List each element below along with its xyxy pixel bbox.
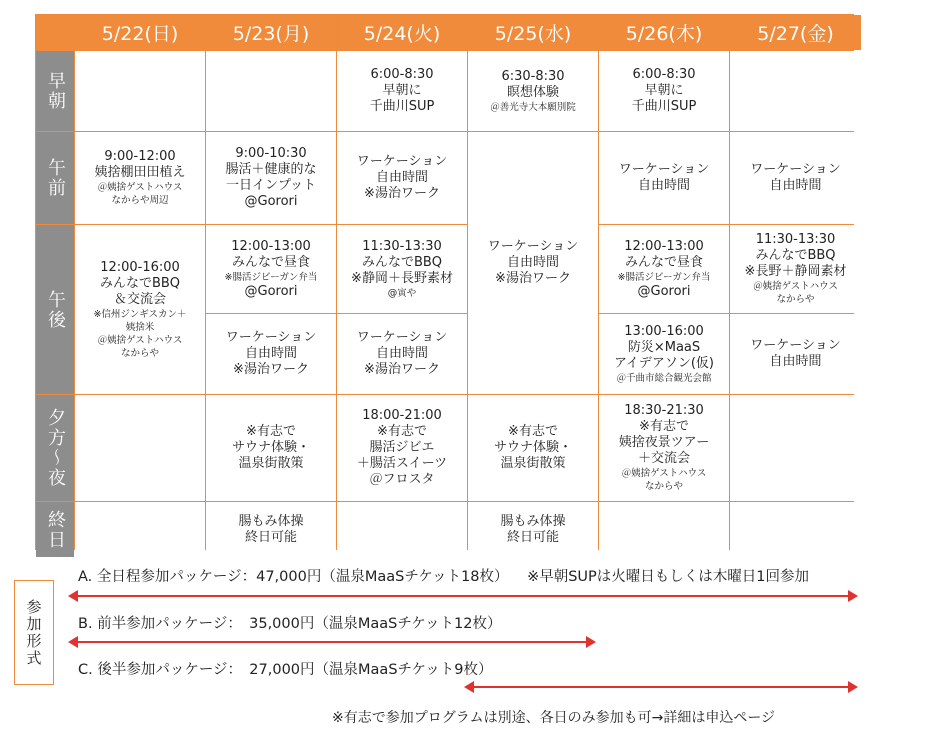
cell-line: ワーケーション	[750, 162, 841, 177]
cell-line: 18:30-21:30	[624, 403, 704, 418]
package-a	[78, 565, 809, 586]
cell-line: 9:00-10:30	[235, 146, 307, 161]
cell-venue: ＠姨捨ゲストハウス	[97, 334, 183, 346]
cell-line: 早朝に	[382, 83, 422, 98]
cell-venue: なからや周辺	[111, 195, 169, 206]
arrow-package-b	[76, 641, 588, 643]
arrow-package-c	[472, 686, 850, 688]
cell-venue: ＠姨捨ゲストハウス	[97, 182, 183, 193]
cell-line: 自由時間	[506, 255, 559, 270]
schedule-cell	[75, 132, 205, 224]
cell-line: 瞑想体験	[506, 84, 559, 100]
schedule-cell	[730, 395, 861, 501]
cell-venue: ※腸活ジビーガン弁当	[617, 271, 711, 283]
cell-line: 終日可能	[244, 529, 297, 545]
schedule-cell	[730, 502, 861, 557]
cell-line: 温泉街散策	[238, 456, 304, 471]
schedule-cell	[599, 502, 729, 557]
cell-line: ワーケーション	[225, 330, 317, 345]
cell-line: ワーケーション	[487, 239, 579, 254]
cell-line: みんなでBBQ	[361, 254, 443, 270]
cell-line: 11:30-13:30	[755, 232, 836, 247]
cell-venue: ＠姨捨ゲストハウス	[753, 281, 838, 292]
cell-line: みんなで昼食	[231, 254, 310, 270]
schedule-cell	[599, 395, 729, 501]
schedule-cell	[337, 225, 467, 313]
period-label-allday: 終日	[36, 502, 74, 557]
cell-line: 6:00-8:30	[370, 67, 434, 82]
cell-line: ※長野＋静岡素材	[744, 264, 847, 279]
cell-line: 腸活＋健康的な	[225, 162, 317, 177]
schedule-cell	[599, 314, 729, 394]
cell-line: ※湯治ワーク	[233, 362, 309, 377]
cell-line: 防災×MaaS	[627, 339, 701, 355]
package-c: C. 後半参加パッケージ： 27,000円（温泉MaaSチケット9枚）	[78, 662, 493, 678]
cell-line: 18:00-21:00	[362, 408, 442, 423]
cell-venue: ※腸活ジビーガン弁当	[224, 271, 318, 283]
cell-line: サウナ体験・	[231, 440, 310, 455]
cell-venue: なからや	[120, 347, 159, 359]
cell-line: 自由時間	[637, 178, 690, 193]
cell-line: 13:00-16:00	[624, 323, 704, 339]
cell-line: 6:00-8:30	[632, 67, 696, 82]
schedule-cell	[206, 51, 336, 131]
schedule-cell	[337, 132, 467, 224]
cell-line: ワーケーション	[356, 330, 448, 345]
package-b: B. 前半参加パッケージ： 35,000円（温泉MaaSチケット12枚）	[78, 616, 502, 632]
cell-line: みんなでBBQ	[755, 248, 836, 263]
cell-line: 腸活ジビエ	[369, 440, 435, 455]
cell-line: 12:00-16:00	[100, 259, 180, 275]
cell-line: みんなで昼食	[624, 254, 703, 270]
schedule-cell	[337, 51, 467, 131]
cell-line: ＋腸活スイーツ	[356, 456, 448, 471]
day-header: 5/22(日)	[75, 15, 205, 50]
cell-line: 自由時間	[769, 354, 822, 369]
cell-line: 温泉街散策	[500, 456, 566, 471]
schedule-cell	[206, 502, 336, 557]
schedule-table	[35, 14, 854, 550]
schedule-cell	[599, 225, 729, 313]
schedule-cell	[206, 225, 336, 313]
participation-label: 参加形式	[14, 580, 54, 685]
cell-line: サウナ体験・	[493, 440, 572, 455]
cell-venue: ※信州ジンギスカン＋	[93, 308, 187, 320]
schedule-cell	[730, 132, 861, 224]
cell-line: 11:30-13:30	[362, 238, 442, 254]
schedule-cell	[75, 51, 205, 131]
cell-line: 12:00-13:00	[231, 238, 311, 254]
cell-line: ＋交流会	[637, 451, 690, 466]
arrow-package-a	[76, 595, 850, 597]
cell-line: ワーケーション	[356, 154, 448, 169]
cell-line: 早朝に	[644, 83, 684, 98]
cell-line: 自由時間	[769, 178, 822, 193]
schedule-cell	[206, 395, 336, 501]
cell-line: @Gorori	[637, 283, 691, 299]
package-a-note: ※早朝SUPは火曜日もしくは木曜日1回参加	[527, 569, 810, 585]
period-label-evening: 夕方〜夜	[36, 395, 74, 501]
cell-line: 自由時間	[375, 346, 428, 361]
cell-line: ワーケーション	[618, 162, 710, 177]
day-header: 5/24(火)	[337, 15, 467, 50]
cell-line: ＆交流会	[113, 291, 166, 307]
cell-line: ※静岡＋長野素材	[351, 270, 453, 286]
schedule-cell	[468, 51, 598, 131]
cell-line: 自由時間	[375, 170, 428, 185]
table-corner	[36, 15, 74, 50]
cell-line: @Gorori	[244, 283, 298, 299]
cell-venue: なからや	[644, 481, 683, 492]
cell-line: 千曲川SUP	[631, 99, 697, 114]
day-header: 5/26(木)	[599, 15, 729, 50]
day-header: 5/25(水)	[468, 15, 598, 50]
schedule-cell	[75, 502, 205, 557]
cell-line: 9:00-12:00	[104, 149, 176, 164]
cell-line: ※有志で	[246, 424, 296, 439]
schedule-cell	[337, 395, 467, 501]
schedule-cell	[468, 132, 598, 394]
cell-venue: なからや	[776, 294, 815, 305]
day-header: 5/27(金)	[730, 15, 861, 50]
cell-line: みんなでBBQ	[99, 275, 181, 291]
cell-line: ※有志で	[508, 424, 558, 439]
schedule-cell	[75, 225, 205, 394]
day-header: 5/23(月)	[206, 15, 336, 50]
schedule-cell	[730, 225, 861, 313]
cell-line: 6:30-8:30	[501, 68, 565, 84]
period-label-morning: 午前	[36, 132, 74, 224]
schedule-cell	[468, 395, 598, 501]
schedule-cell	[206, 314, 336, 394]
schedule-cell	[599, 132, 729, 224]
cell-line: ※有志で	[377, 424, 427, 439]
schedule-cell	[730, 51, 861, 131]
schedule-cell	[599, 51, 729, 131]
cell-line: 姨捨棚田田植え	[94, 165, 186, 180]
schedule-cell	[75, 395, 205, 501]
cell-line: ※湯治ワーク	[364, 362, 440, 377]
cell-line: ＠フロスタ	[369, 472, 435, 487]
cell-line: ※有志で	[639, 419, 689, 434]
package-a-text: A. 全日程参加パッケージ：47,000円（温泉MaaSチケット18枚）	[78, 569, 509, 585]
cell-line: 一日インプット	[225, 178, 317, 193]
cell-line: 終日可能	[506, 529, 559, 545]
cell-line: 姨捨夜景ツアー	[618, 435, 710, 450]
schedule-cell	[730, 314, 861, 394]
cell-line: 12:00-13:00	[624, 238, 704, 254]
period-label-afternoon: 午後	[36, 225, 74, 394]
period-label-early: 早朝	[36, 51, 74, 131]
schedule-cell	[206, 132, 336, 224]
cell-line: ※湯治ワーク	[495, 271, 571, 286]
schedule-cell	[337, 502, 467, 557]
cell-venue: ＠善光寺大本願別院	[490, 101, 576, 113]
cell-line: ワーケーション	[750, 338, 841, 353]
cell-venue: ＠千曲市総合観光会館	[616, 372, 712, 384]
cell-line: 千曲川SUP	[369, 99, 435, 114]
cell-venue: @寅や	[387, 287, 417, 299]
cell-venue: ＠姨捨ゲストハウス	[621, 468, 707, 479]
cell-line: ※湯治ワーク	[364, 186, 440, 201]
cell-line: 腸もみ体操	[500, 513, 566, 529]
cell-line: @Gorori	[244, 194, 298, 209]
footnote: ※有志で参加プログラムは別途、各日のみ参加も可→詳細は申込ページ	[332, 710, 776, 726]
schedule-cell	[337, 314, 467, 394]
cell-line: 自由時間	[244, 346, 297, 361]
schedule-cell	[468, 502, 598, 557]
cell-line: アイデアソン(仮)	[614, 355, 714, 371]
cell-line: 腸もみ体操	[238, 513, 304, 529]
cell-venue: 姨捨米	[125, 321, 155, 333]
